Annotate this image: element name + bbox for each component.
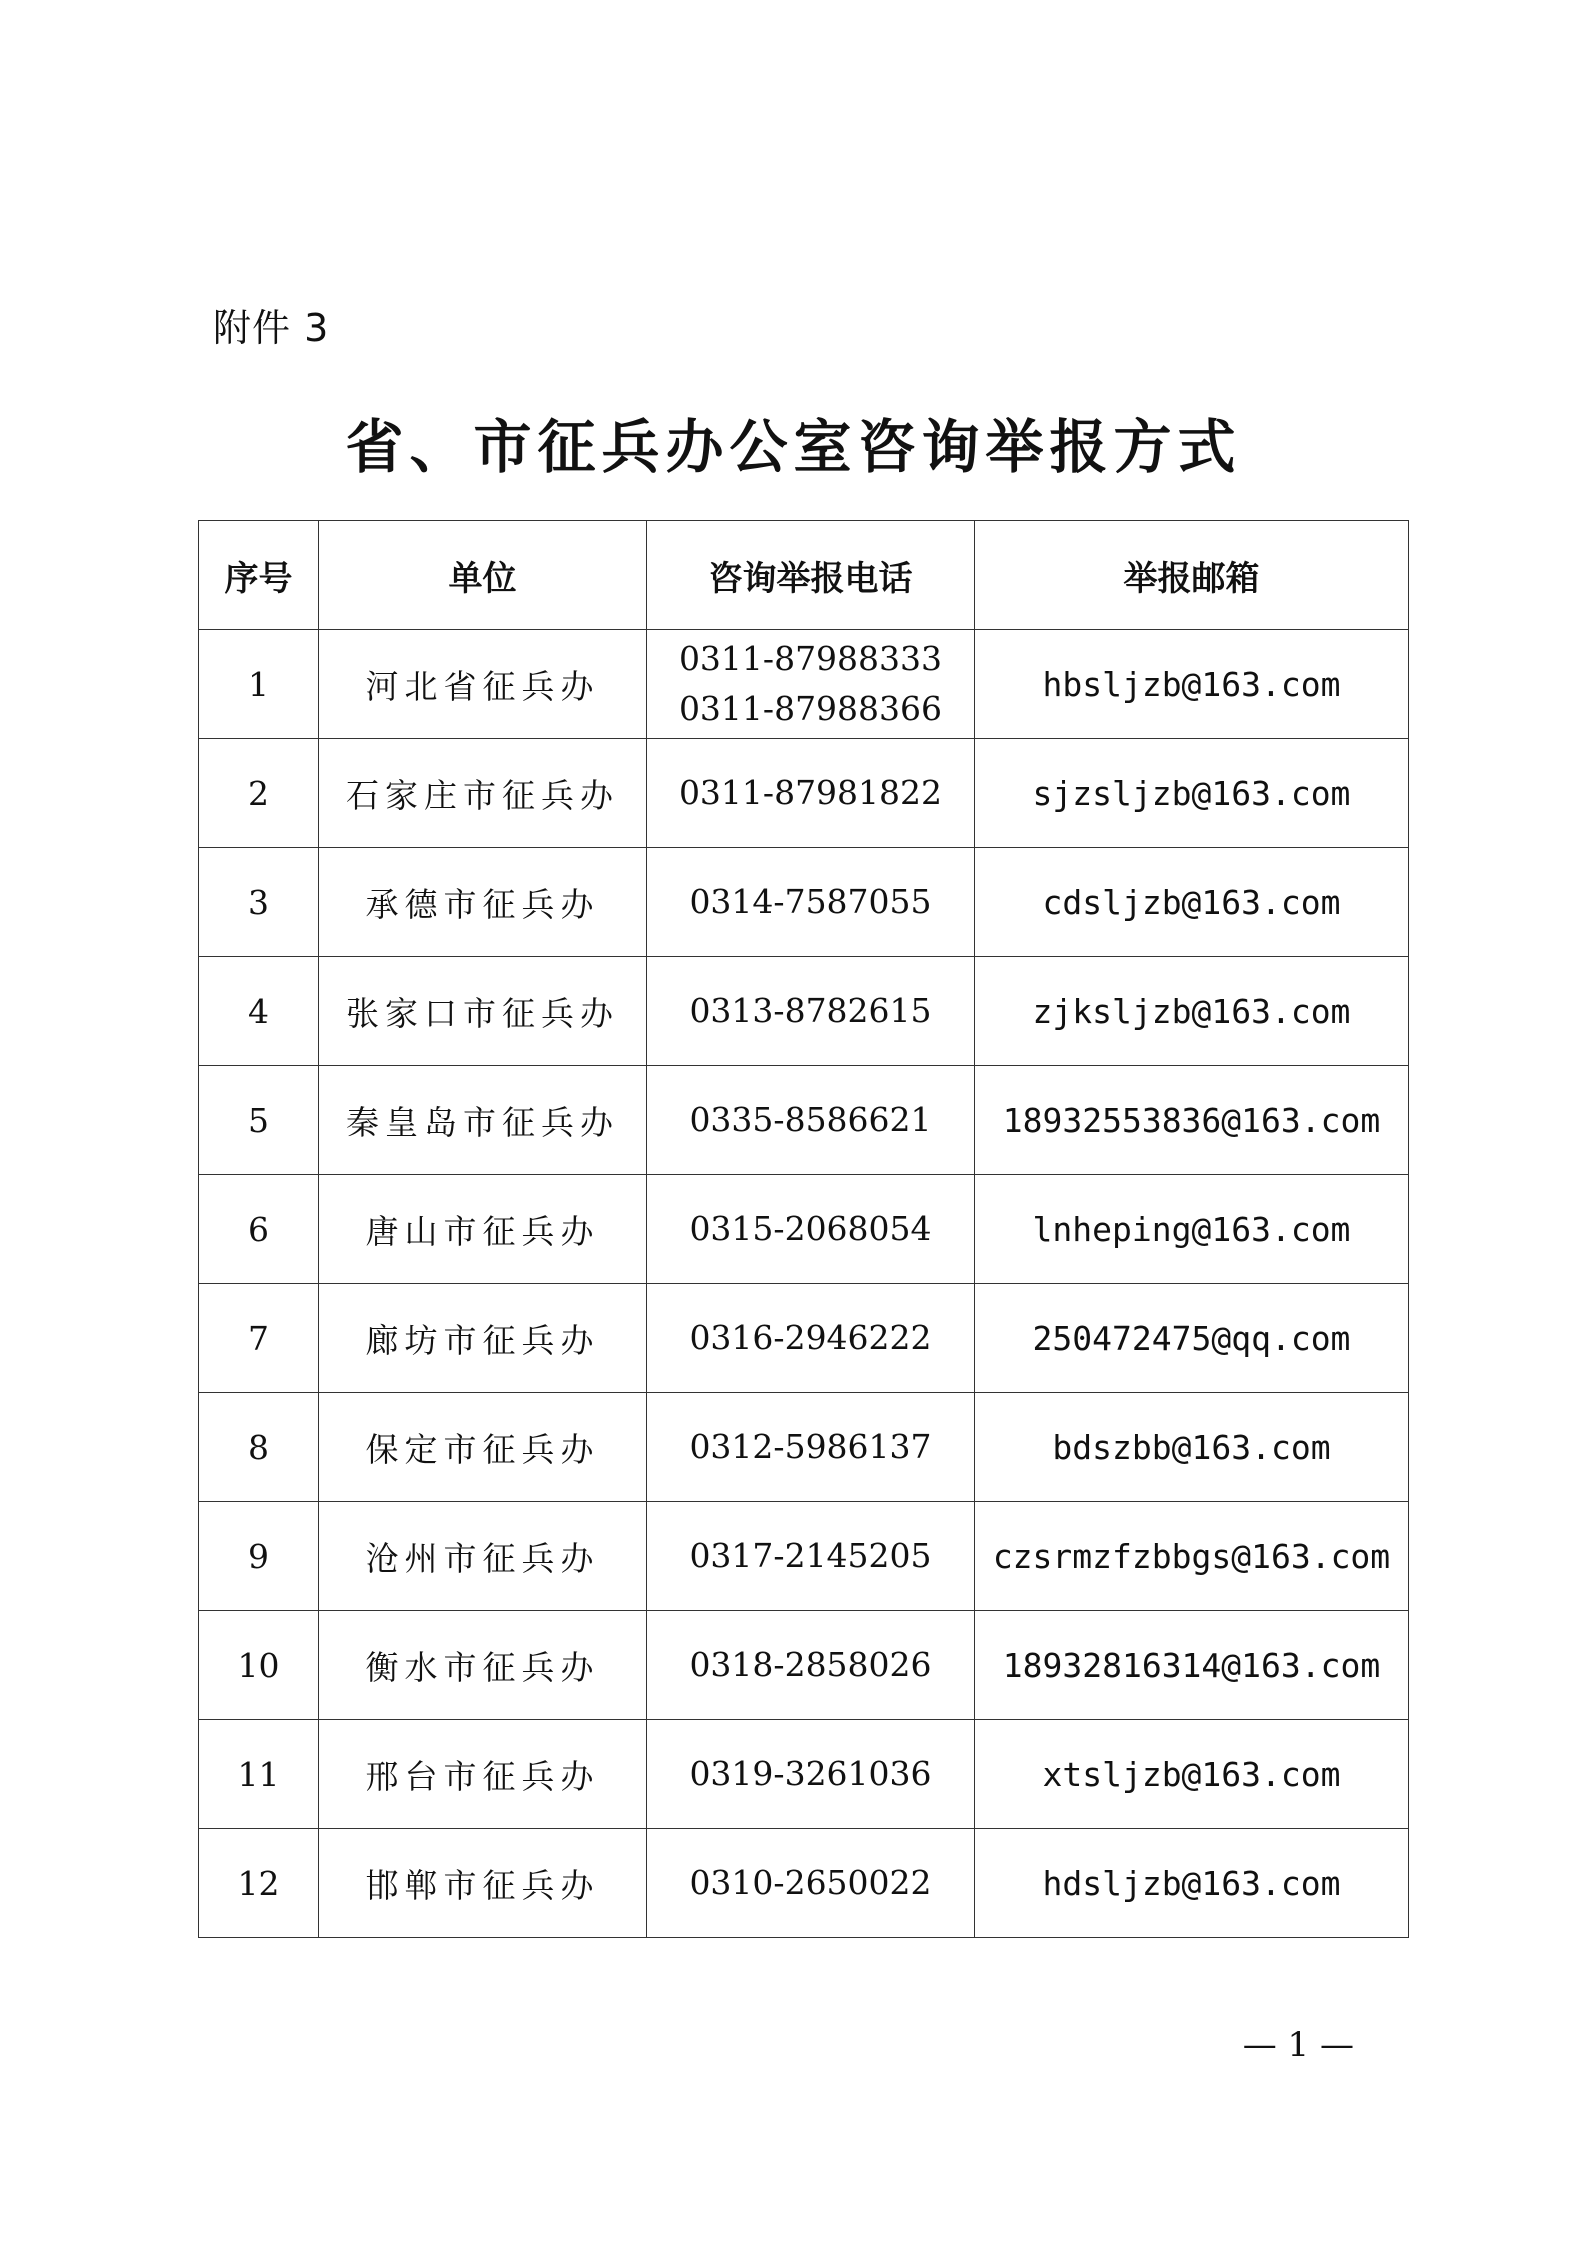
table-row [199, 1393, 1409, 1502]
cell-unit: 河北省征兵办 [319, 630, 647, 739]
attachment-label: 附件 3 [213, 306, 330, 350]
phone-number: 0314-7587055 [689, 882, 932, 921]
cell-index: 10 [199, 1611, 319, 1720]
cell-email: 18932816314@163.com [975, 1611, 1409, 1720]
table-body [199, 630, 1409, 1938]
table-row [199, 1502, 1409, 1611]
page-title: 省、市征兵办公室咨询举报方式 [345, 413, 1242, 481]
cell-index: 7 [199, 1284, 319, 1393]
table-row [199, 1284, 1409, 1393]
cell-email: zjksljzb@163.com [975, 957, 1409, 1066]
cell-unit: 承德市征兵办 [319, 848, 647, 957]
cell-phone [647, 1284, 975, 1393]
page-number: — 1 — [1242, 2025, 1354, 2065]
cell-phone [647, 1720, 975, 1829]
cell-index: 2 [199, 739, 319, 848]
phone-number: 0315-2068054 [689, 1209, 932, 1248]
header-unit: 单位 [319, 521, 647, 630]
table-row [199, 848, 1409, 957]
table-header-row [199, 521, 1409, 630]
cell-unit: 唐山市征兵办 [319, 1175, 647, 1284]
table-row [199, 957, 1409, 1066]
cell-phone [647, 848, 975, 957]
cell-phone [647, 1066, 975, 1175]
phone-number: 0311-87981822 [678, 773, 943, 812]
cell-email: lnheping@163.com [975, 1175, 1409, 1284]
cell-email: 250472475@qq.com [975, 1284, 1409, 1393]
cell-unit: 邢台市征兵办 [319, 1720, 647, 1829]
contact-table [198, 520, 1409, 1938]
cell-phone [647, 1829, 975, 1938]
cell-phone [647, 1393, 975, 1502]
table-row [199, 1829, 1409, 1938]
cell-unit: 廊坊市征兵办 [319, 1284, 647, 1393]
table-row [199, 1175, 1409, 1284]
cell-index: 1 [199, 630, 319, 739]
cell-unit: 衡水市征兵办 [319, 1611, 647, 1720]
phone-number: 0310-2650022 [689, 1863, 932, 1902]
cell-email: hdsljzb@163.com [975, 1829, 1409, 1938]
phone-number: 0311-87988333 [678, 639, 943, 678]
phone-number: 0312-5986137 [689, 1427, 932, 1466]
cell-email: xtsljzb@163.com [975, 1720, 1409, 1829]
cell-phone [647, 957, 975, 1066]
table-row [199, 630, 1409, 739]
header-phone: 咨询举报电话 [647, 521, 975, 630]
phone-number: 0313-8782615 [689, 991, 932, 1030]
cell-unit: 邯郸市征兵办 [319, 1829, 647, 1938]
cell-email: hbsljzb@163.com [975, 630, 1409, 739]
cell-phone [647, 739, 975, 848]
phone-number: 0316-2946222 [689, 1318, 932, 1357]
cell-unit: 张家口市征兵办 [319, 957, 647, 1066]
cell-index: 4 [199, 957, 319, 1066]
cell-phone [647, 1611, 975, 1720]
cell-unit: 石家庄市征兵办 [319, 739, 647, 848]
phone-number: 0319-3261036 [689, 1754, 932, 1793]
cell-unit: 秦皇岛市征兵办 [319, 1066, 647, 1175]
cell-phone [647, 630, 975, 739]
cell-index: 6 [199, 1175, 319, 1284]
header-email: 举报邮箱 [975, 521, 1409, 630]
cell-unit: 保定市征兵办 [319, 1393, 647, 1502]
header-index: 序号 [199, 521, 319, 630]
cell-email: czsrmzfzbbgs@163.com [975, 1502, 1409, 1611]
cell-phone [647, 1502, 975, 1611]
cell-index: 5 [199, 1066, 319, 1175]
cell-index: 9 [199, 1502, 319, 1611]
table-row [199, 1720, 1409, 1829]
cell-index: 11 [199, 1720, 319, 1829]
cell-phone [647, 1175, 975, 1284]
cell-email: sjzsljzb@163.com [975, 739, 1409, 848]
cell-email: 18932553836@163.com [975, 1066, 1409, 1175]
cell-email: cdsljzb@163.com [975, 848, 1409, 957]
phone-number: 0335-8586621 [689, 1100, 932, 1139]
cell-index: 12 [199, 1829, 319, 1938]
table-row [199, 739, 1409, 848]
phone-number: 0317-2145205 [689, 1536, 932, 1575]
cell-index: 8 [199, 1393, 319, 1502]
cell-email: bdszbb@163.com [975, 1393, 1409, 1502]
phone-number: 0311-87988366 [678, 689, 943, 728]
table-row [199, 1066, 1409, 1175]
table-row [199, 1611, 1409, 1720]
cell-unit: 沧州市征兵办 [319, 1502, 647, 1611]
cell-index: 3 [199, 848, 319, 957]
phone-number: 0318-2858026 [689, 1645, 932, 1684]
